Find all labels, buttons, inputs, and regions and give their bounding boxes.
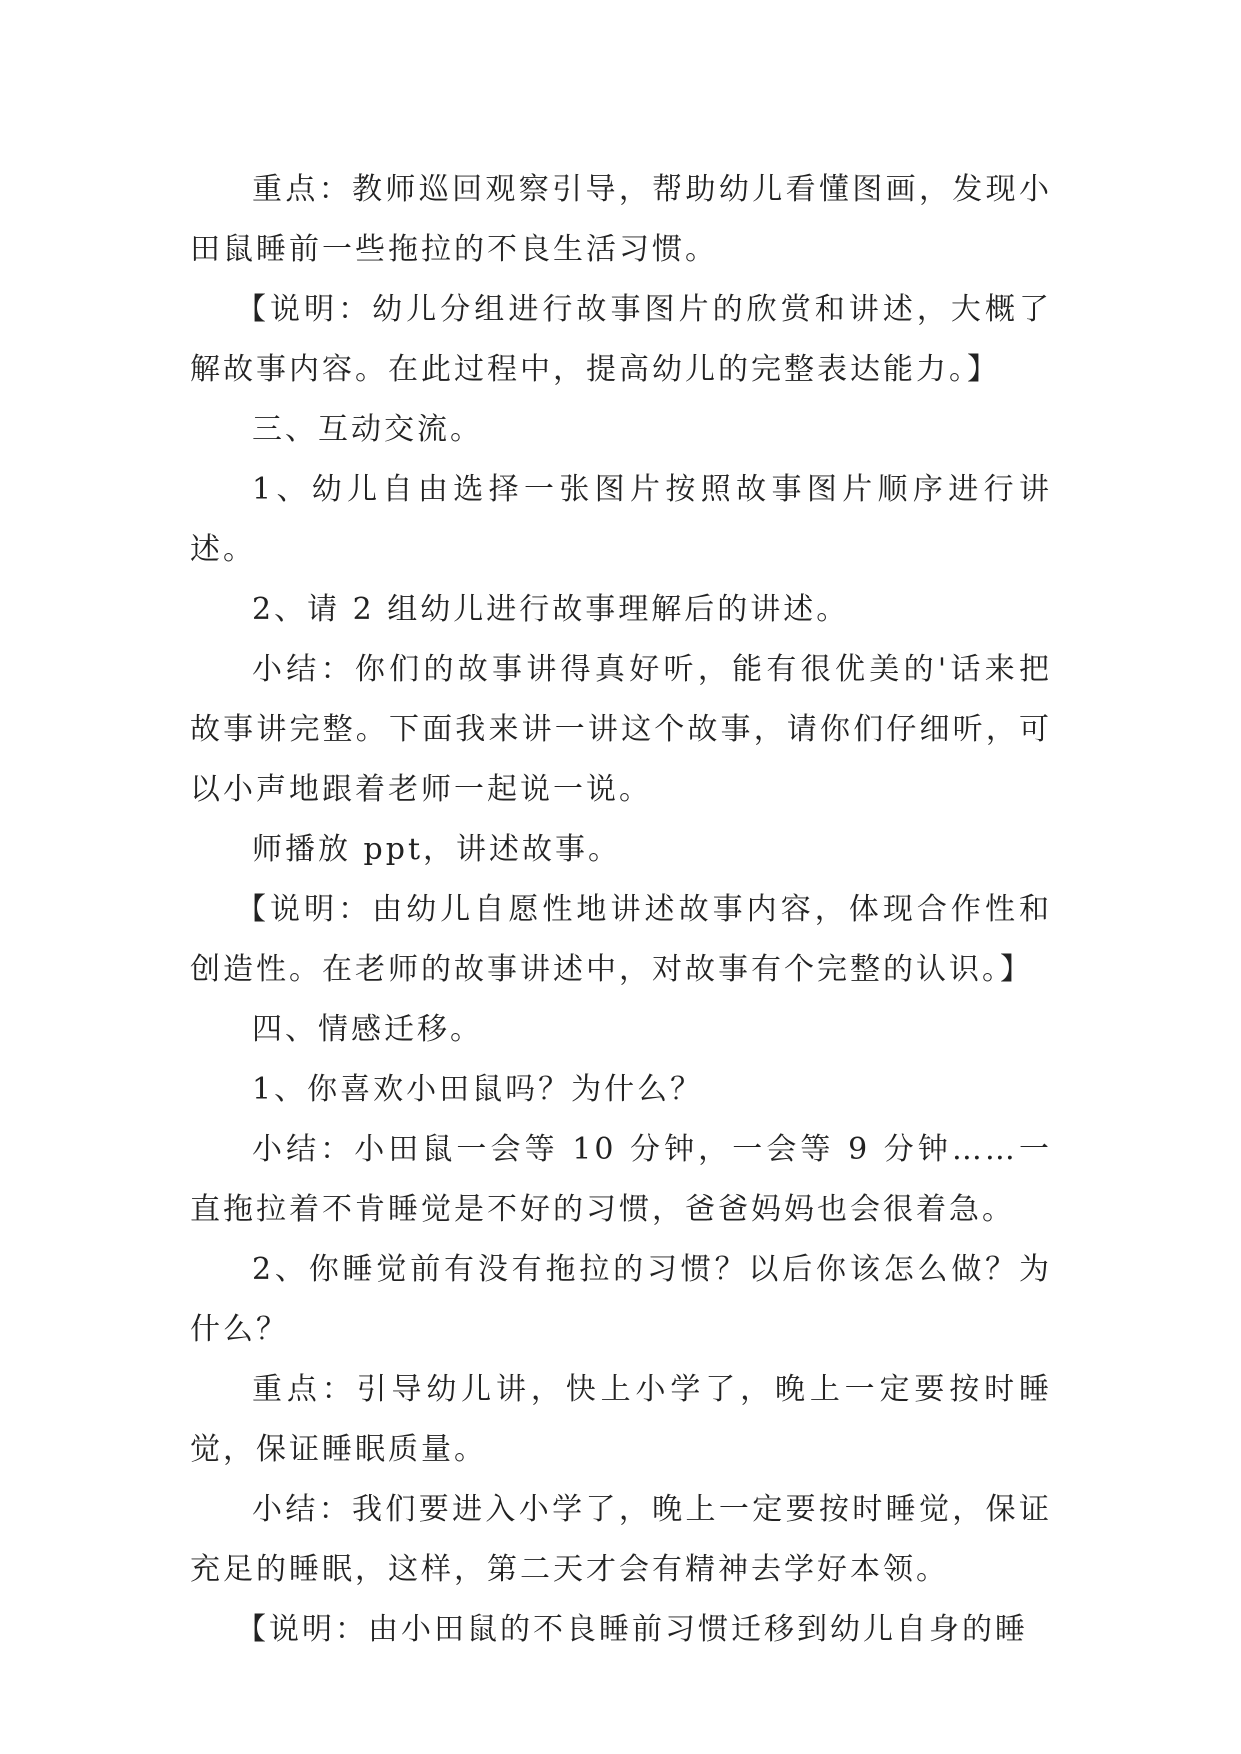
paragraph-note-1: 【说明：幼儿分组进行故事图片的欣赏和讲述，大概了解故事内容。在此过程中，提高幼儿的完整表达能力。】 xyxy=(190,292,1052,387)
paragraph-summary-3: 小结：我们要进入小学了，晚上一定要按时睡觉，保证充足的睡眠，这样，第二天才会有精神去学好本领。 xyxy=(190,1492,1052,1587)
paragraph-key-point-2: 重点：引导幼儿讲，快上小学了，晚上一定要按时睡觉，保证睡眠质量。 xyxy=(190,1372,1052,1467)
section-heading-3: 三、互动交流。 xyxy=(252,412,483,447)
paragraph-note-3: 【说明：由小田鼠的不良睡前习惯迁移到幼儿自身的睡 xyxy=(236,1612,1028,1647)
paragraph-summary-1: 小结：你们的故事讲得真好听，能有很优美的'话来把故事讲完整。下面我来讲一讲这个故事，请你们仔细听，可以小声地跟着老师一起说一说。 xyxy=(190,652,1052,807)
paragraph-step-2: 2、请 2 组幼儿进行故事理解后的讲述。 xyxy=(252,592,850,627)
paragraph-ppt: 师播放 ppt，讲述故事。 xyxy=(252,832,621,867)
paragraph-summary-2: 小结：小田鼠一会等 10 分钟，一会等 9 分钟……一直拖拉着不肯睡觉是不好的习惯，爸爸妈妈也会很着急。 xyxy=(190,1132,1052,1227)
paragraph-step-1: 1、幼儿自由选择一张图片按照故事图片顺序进行讲述。 xyxy=(190,472,1052,567)
paragraph-key-point-1: 重点：教师巡回观察引导，帮助幼儿看懂图画，发现小田鼠睡前一些拖拉的不良生活习惯。 xyxy=(190,172,1052,267)
paragraph-note-2: 【说明：由幼儿自愿性地讲述故事内容，体现合作性和创造性。在老师的故事讲述中，对故事有个完整的认识。】 xyxy=(190,892,1052,987)
section-heading-4: 四、情感迁移。 xyxy=(252,1012,483,1047)
paragraph-question-2: 2、你睡觉前有没有拖拉的习惯？以后你该怎么做？为什么？ xyxy=(190,1252,1052,1347)
paragraph-question-1: 1、你喜欢小田鼠吗？为什么？ xyxy=(252,1072,704,1107)
document-page xyxy=(190,160,1052,1660)
